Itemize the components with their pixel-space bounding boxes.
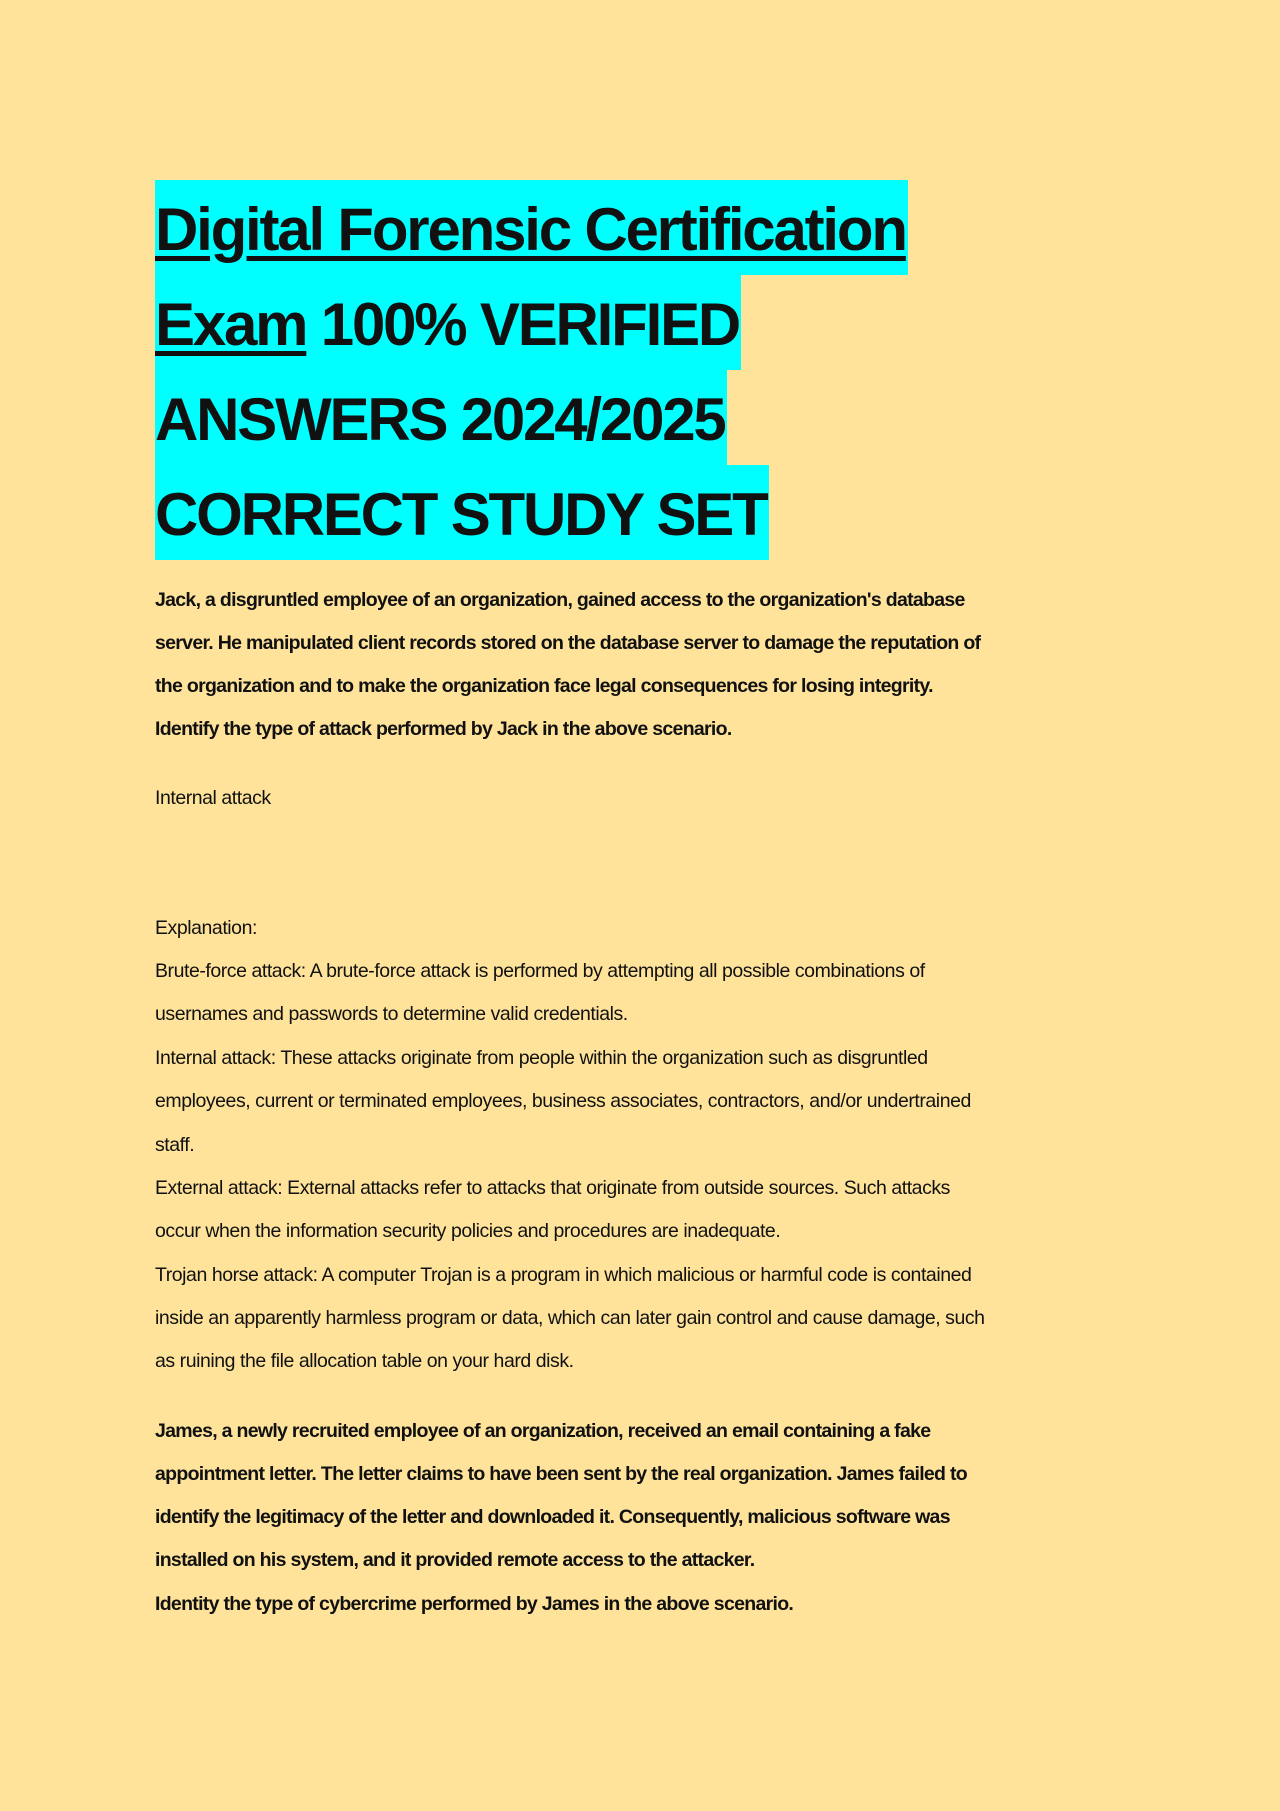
question-line: Identify the type of attack performed by Jack in the above scenario. <box>155 718 732 740</box>
explanation-line: usernames and passwords to determine valid credentials. <box>155 1003 628 1025</box>
title-line-2: 100% VERIFIED <box>306 291 740 358</box>
document-title <box>155 180 908 560</box>
explanation-line: Trojan horse attack: A computer Trojan is a program in which malicious or harmful code is contained <box>155 1264 972 1286</box>
explanation-line: as ruining the file allocation table on your hard disk. <box>155 1350 574 1372</box>
title-line-4: CORRECT STUDY SET <box>155 465 769 560</box>
explanation-line: Brute-force attack: A brute-force attack is performed by attempting all possible combinations of <box>155 960 925 982</box>
explanation-line: External attack: External attacks refer to attacks that originate from outside sources. Such attacks <box>155 1177 950 1199</box>
explanation-label: Explanation: <box>155 917 257 939</box>
question-line: installed on his system, and it provided remote access to the attacker. <box>155 1549 755 1571</box>
explanation-line: staff. <box>155 1134 195 1156</box>
question-line: Jack, a disgruntled employee of an organization, gained access to the organization's database <box>155 589 965 611</box>
question-line: server. He manipulated client records stored on the database server to damage the reputation of <box>155 632 981 654</box>
title-line-1: Digital Forensic Certification <box>155 196 906 263</box>
explanation-line: inside an apparently harmless program or data, which can later gain control and cause damage, such <box>155 1307 985 1329</box>
title-line-3: ANSWERS 2024/2025 <box>155 370 727 465</box>
answer: Internal attack <box>155 787 271 809</box>
explanation-line: Internal attack: These attacks originate from people within the organization such as disgruntled <box>155 1047 928 1069</box>
question-line: James, a newly recruited employee of an organization, received an email containing a fake <box>155 1420 931 1442</box>
question-line: appointment letter. The letter claims to have been sent by the real organization. James failed to <box>155 1463 967 1485</box>
explanation-line: employees, current or terminated employees, business associates, contractors, and/or undertrained <box>155 1090 971 1112</box>
question-line: the organization and to make the organization face legal consequences for losing integrity. <box>155 675 933 697</box>
question-line: Identity the type of cybercrime performed by James in the above scenario. <box>155 1593 794 1615</box>
question-line: identify the legitimacy of the letter and downloaded it. Consequently, malicious software was <box>155 1506 950 1528</box>
explanation-line: occur when the information security policies and procedures are inadequate. <box>155 1220 781 1242</box>
title-line-2-underlined: Exam <box>155 291 307 358</box>
